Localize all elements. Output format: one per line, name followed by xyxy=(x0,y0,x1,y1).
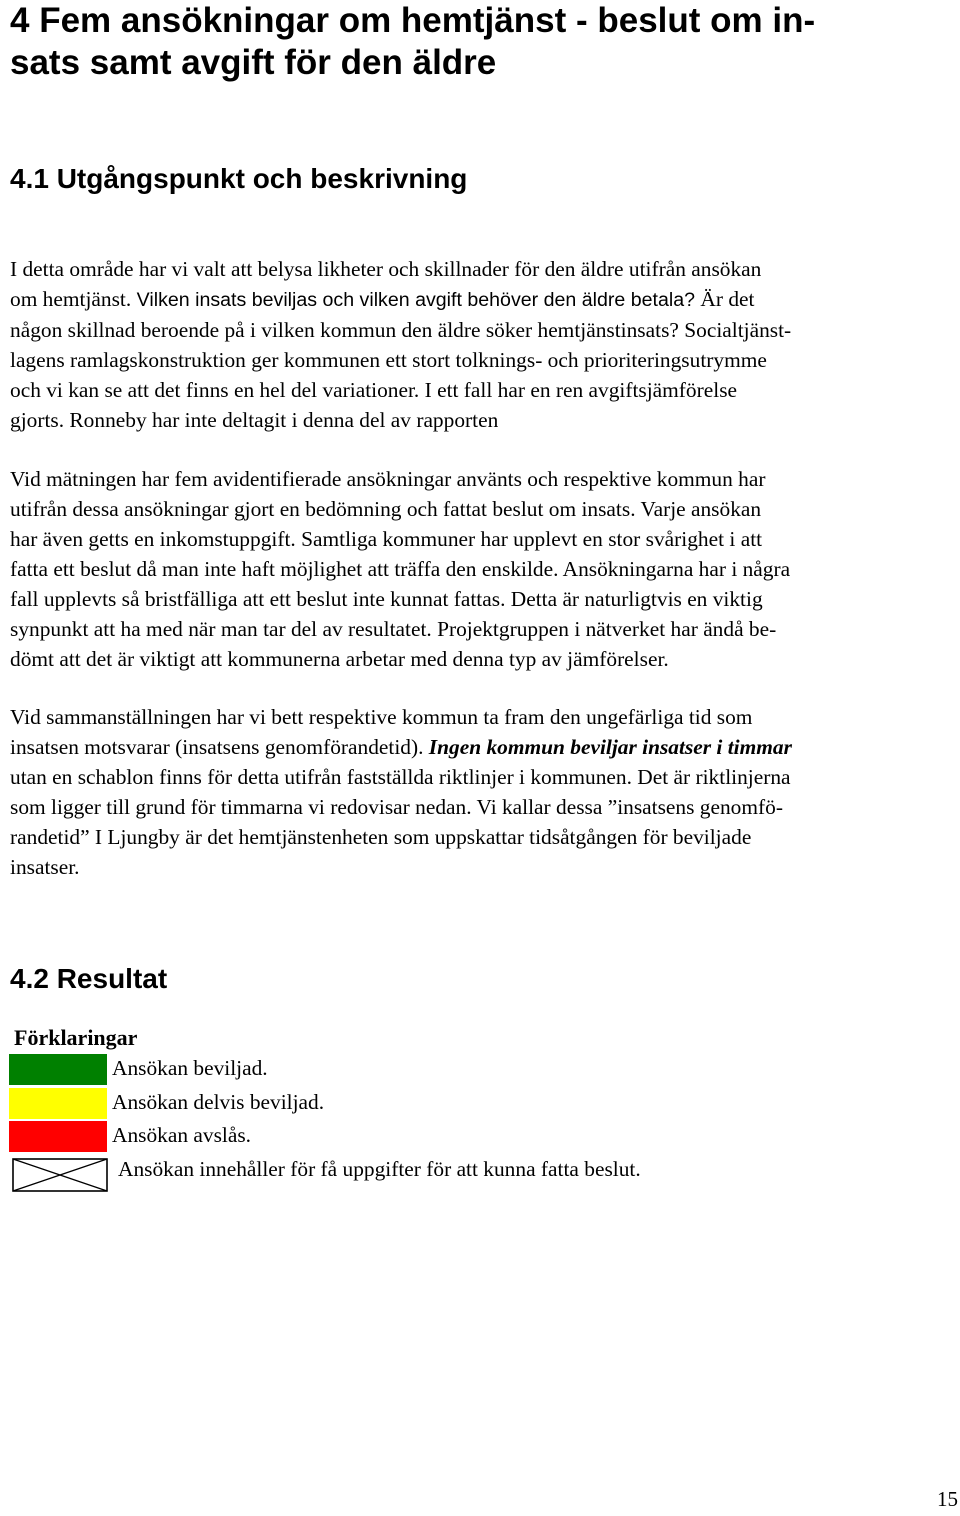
paragraph-line: utan en schablon finns för detta utifrån fastställda riktlinjer i kommunen. Det är riktlinjerna xyxy=(10,765,791,789)
paragraph-line: insatser. xyxy=(10,855,80,879)
paragraph-text-sans: Vilken insats beviljas och vilken avgift behöver den äldre betala? xyxy=(131,289,696,311)
paragraph-text: om hemtjänst. xyxy=(10,287,132,311)
paragraph-line xyxy=(10,315,960,345)
paragraph-method xyxy=(10,464,960,674)
legend-label-granted: Ansökan beviljad. xyxy=(112,1056,268,1080)
paragraph-line: har även getts en inkomstuppgift. Samtliga kommuner har upplevt en stor svårighet i att xyxy=(10,527,763,551)
paragraph-line: dömt att det är viktigt att kommunerna arbetar med denna typ av jämförelser. xyxy=(10,647,669,671)
legend-swatch-green xyxy=(9,1054,107,1085)
paragraph-line xyxy=(10,732,960,762)
paragraph-text: någon skillnad beroende på i vilken kommun den äldre söker hemtjänstinsats? xyxy=(10,318,679,342)
chapter-heading-line-2: sats samt avgift för den äldre xyxy=(10,43,497,82)
legend-swatch-red xyxy=(9,1121,107,1152)
paragraph-line: som ligger till grund för timmarna vi redovisar nedan. Vi kallar dessa ”insatsens genomfö- xyxy=(10,795,783,819)
paragraph-line: lagens ramlagskonstruktion ger kommunen ett stort tolknings- och prioriteringsutrymme xyxy=(10,348,767,372)
emphasis-text: Ingen kommun beviljar insatser i timmar xyxy=(428,735,792,759)
legend-label-insufficient-info: Ansökan innehåller för få uppgifter för att kunna fatta beslut. xyxy=(118,1157,641,1181)
paragraph-line xyxy=(10,284,960,315)
paragraph-line: fatta ett beslut då man inte haft möjlighet att träffa den enskilde. Ansökningarna har i några xyxy=(10,557,791,581)
paragraph-line: fall upplevts så bristfälliga att ett beslut inte kunnat fattas. Detta är naturligtvis en viktig xyxy=(10,587,763,611)
chapter-heading-line-1: 4 Fem ansökningar om hemtjänst - beslut om in- xyxy=(10,1,816,40)
paragraph-intro xyxy=(10,254,960,435)
page-number: 15 xyxy=(937,1487,958,1511)
paragraph-line: Vid mätningen har fem avidentifierade ansökningar använts och respektive kommun har xyxy=(10,467,766,491)
legend-title: Förklaringar xyxy=(14,1025,138,1050)
chapter-heading xyxy=(10,0,950,84)
legend-swatch-crossed xyxy=(12,1158,108,1192)
paragraph-text: Är det xyxy=(695,287,755,311)
section-heading-4-2: 4.2 Resultat xyxy=(10,963,168,994)
legend-label-partially-granted: Ansökan delvis beviljad. xyxy=(112,1090,325,1114)
paragraph-line: utifrån dessa ansökningar gjort en bedömning och fattat beslut om insats. Varje ansökan xyxy=(10,497,762,521)
paragraph-text: insatsen motsvarar (insatsens genomförandetid). xyxy=(10,735,429,759)
paragraph-line: gjorts. Ronneby har inte deltagit i denna del av rapporten xyxy=(10,408,499,432)
paragraph-line: randetid” I Ljungby är det hemtjänstenheten som uppskattar tidsåtgången för beviljade xyxy=(10,825,752,849)
paragraph-text: Socialtjänst- xyxy=(678,318,792,342)
paragraph-compilation xyxy=(10,702,960,882)
section-heading-4-1: 4.1 Utgångspunkt och beskrivning xyxy=(10,163,468,194)
paragraph-line: I detta område har vi valt att belysa likheter och skillnader för den äldre utifrån ansökan xyxy=(10,257,762,281)
legend-swatch-yellow xyxy=(9,1088,107,1119)
paragraph-line: och vi kan se att det finns en hel del variationer. I ett fall har en ren avgiftsjämförelse xyxy=(10,378,738,402)
paragraph-line: synpunkt att ha med när man tar del av resultatet. Projektgruppen i nätverket har ändå be- xyxy=(10,617,777,641)
paragraph-line: Vid sammanställningen har vi bett respektive kommun ta fram den ungefärliga tid som xyxy=(10,705,753,729)
legend-label-rejected: Ansökan avslås. xyxy=(112,1123,252,1147)
